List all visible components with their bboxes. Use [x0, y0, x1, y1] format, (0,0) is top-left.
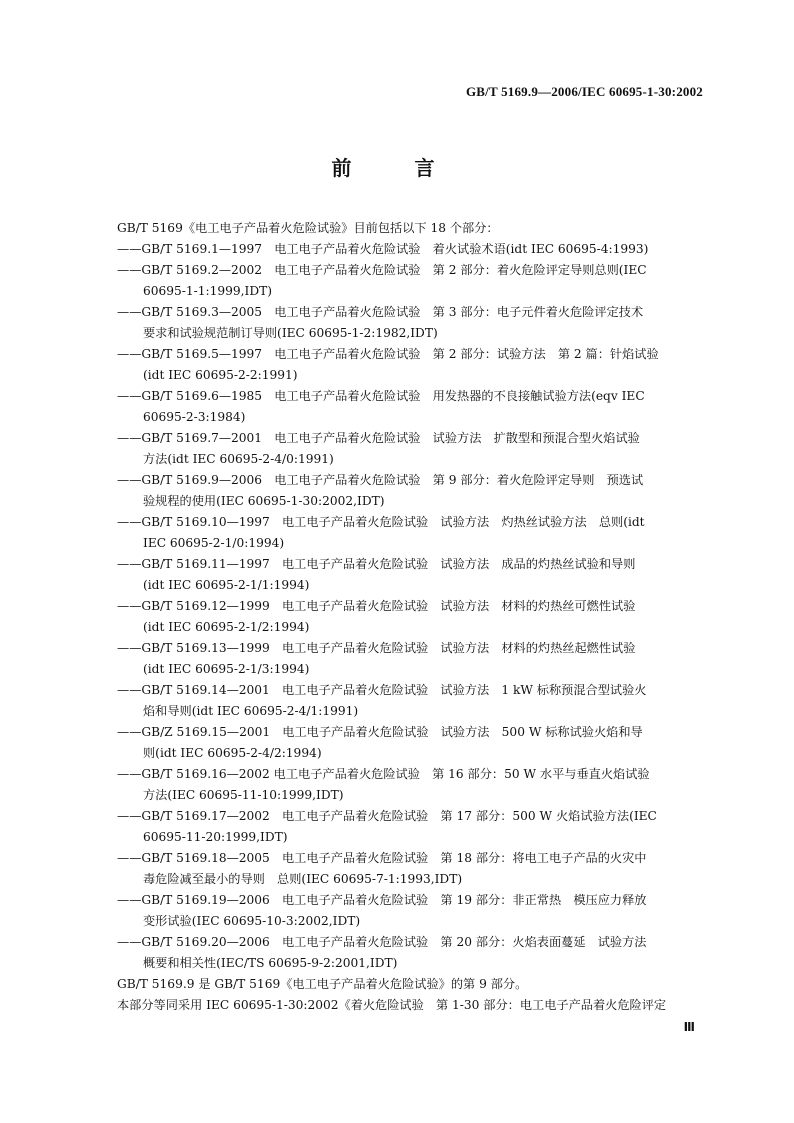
list-item-continuation: [117, 449, 702, 470]
line-text: 要求和试验规范制订导则(IEC 60695-1-2:1982,IDT): [143, 326, 438, 340]
list-item-continuation: [117, 491, 702, 512]
list-item-line: [117, 260, 702, 281]
paragraph-line: [117, 995, 702, 1016]
list-item-line: [117, 512, 702, 533]
line-text: ——GB/T 5169.3—2005 电工电子产品着火危险试验 第 3 部分：电子元件着火危险评定技术: [117, 305, 644, 319]
list-item-continuation: [117, 869, 702, 890]
list-item-continuation: [117, 323, 702, 344]
paragraph-line: [117, 974, 702, 995]
list-item-line: [117, 239, 702, 260]
line-text: (idt IEC 60695-2-1/2:1994): [143, 620, 310, 634]
list-item-continuation: [117, 911, 702, 932]
list-item-continuation: [117, 953, 702, 974]
list-item-line: [117, 428, 702, 449]
list-item-continuation: [117, 407, 702, 428]
list-item-continuation: [117, 575, 702, 596]
line-text: ——GB/T 5169.19—2006 电工电子产品着火危险试验 第 19 部分：非正常热 模压应力释放: [117, 893, 647, 907]
list-item-line: [117, 890, 702, 911]
line-text: ——GB/T 5169.6—1985 电工电子产品着火危险试验 用发热器的不良接触试验方法(eqv IEC: [117, 389, 645, 403]
standard-header: GB/T 5169.9—2006/IEC 60695-1-30:2002: [466, 84, 703, 99]
line-text: ——GB/T 5169.20—2006 电工电子产品着火危险试验 第 20 部分：火焰表面蔓延 试验方法: [117, 935, 647, 949]
line-text: (idt IEC 60695-2-1/3:1994): [143, 662, 310, 676]
list-item-line: [117, 596, 702, 617]
line-text: ——GB/T 5169.7—2001 电工电子产品着火危险试验 试验方法 扩散型和预混合型火焰试验: [117, 431, 640, 445]
list-item-continuation: [117, 533, 702, 554]
list-item-continuation: [117, 743, 702, 764]
line-text: 方法(idt IEC 60695-2-4/0:1991): [143, 452, 334, 466]
line-text: (idt IEC 60695-2-2:1991): [143, 368, 298, 382]
line-text: ——GB/T 5169.1—1997 电工电子产品着火危险试验 着火试验术语(idt IEC 60695-4:1993): [117, 242, 649, 256]
list-item-continuation: [117, 827, 702, 848]
page-title: 前 言: [331, 156, 463, 180]
list-item-line: [117, 722, 702, 743]
paragraph-line: [117, 218, 702, 239]
page-number: Ⅲ: [683, 1020, 695, 1034]
line-text: ——GB/T 5169.12—1999 电工电子产品着火危险试验 试验方法 材料的灼热丝可燃性试验: [117, 599, 636, 613]
line-text: ——GB/T 5169.11—1997 电工电子产品着火危险试验 试验方法 成品的灼热丝试验和导则: [117, 557, 636, 571]
line-text: ——GB/T 5169.17—2002 电工电子产品着火危险试验 第 17 部分：500 W 火焰试验方法(IEC: [117, 809, 657, 823]
line-text: 变形试验(IEC 60695-10-3:2002,IDT): [143, 914, 361, 928]
list-item-line: [117, 680, 702, 701]
line-text: ——GB/T 5169.14—2001 电工电子产品着火危险试验 试验方法 1 kW 标称预混合型试验火: [117, 683, 647, 697]
line-text: ——GB/T 5169.5—1997 电工电子产品着火危险试验 第 2 部分：试验方法 第 2 篇：针焰试验: [117, 347, 659, 361]
line-text: IEC 60695-2-1/0:1994): [143, 536, 285, 550]
list-item-line: [117, 554, 702, 575]
line-text: GB/T 5169.9 是 GB/T 5169《电工电子产品着火危险试验》的第 9 部分。: [117, 977, 528, 991]
list-item-continuation: [117, 281, 702, 302]
list-item-line: [117, 344, 702, 365]
line-text: ——GB/T 5169.2—2002 电工电子产品着火危险试验 第 2 部分：着火危险评定导则总则(IEC: [117, 263, 647, 277]
list-item-continuation: [117, 785, 702, 806]
list-item-continuation: [117, 659, 702, 680]
line-text: ——GB/T 5169.9—2006 电工电子产品着火危险试验 第 9 部分：着火危险评定导则 预选试: [117, 473, 644, 487]
line-text: 则(idt IEC 60695-2-4/2:1994): [143, 746, 322, 760]
list-item-continuation: [117, 365, 702, 386]
list-item-line: [117, 638, 702, 659]
line-text: 60695-11-20:1999,IDT): [143, 830, 288, 844]
line-text: 毒危险减至最小的导则 总则(IEC 60695-7-1:1993,IDT): [143, 872, 463, 886]
line-text: GB/T 5169《电工电子产品着火危险试验》目前包括以下 18 个部分：: [117, 221, 499, 235]
line-text: ——GB/Z 5169.15—2001 电工电子产品着火危险试验 试验方法 500 W 标称试验火焰和导: [117, 725, 643, 739]
list-item-line: [117, 806, 702, 827]
list-item-line: [117, 932, 702, 953]
list-item-line: [117, 386, 702, 407]
line-text: 60695-1-1:1999,IDT): [143, 284, 272, 298]
list-item-continuation: [117, 701, 702, 722]
list-item-continuation: [117, 617, 702, 638]
foreword-body: [117, 218, 702, 1016]
list-item-line: [117, 764, 702, 785]
line-text: (idt IEC 60695-2-1/1:1994): [143, 578, 310, 592]
line-text: 60695-2-3:1984): [143, 410, 246, 424]
line-text: 验规程的使用(IEC 60695-1-30:2002,IDT): [143, 494, 385, 508]
line-text: ——GB/T 5169.13—1999 电工电子产品着火危险试验 试验方法 材料的灼热丝起燃性试验: [117, 641, 636, 655]
line-text: 本部分等同采用 IEC 60695-1-30:2002《着火危险试验 第 1-30 部分：电工电子产品着火危险评定: [117, 998, 667, 1012]
line-text: ——GB/T 5169.16—2002 电工电子产品着火危险试验 第 16 部分：50 W 水平与垂直火焰试验: [117, 767, 650, 781]
line-text: 焰和导则(idt IEC 60695-2-4/1:1991): [143, 704, 359, 718]
list-item-line: [117, 848, 702, 869]
line-text: 概要和相关性(IEC/TS 60695-9-2:2001,IDT): [143, 956, 398, 970]
line-text: ——GB/T 5169.10—1997 电工电子产品着火危险试验 试验方法 灼热丝试验方法 总则(idt: [117, 515, 645, 529]
list-item-line: [117, 470, 702, 491]
list-item-line: [117, 302, 702, 323]
line-text: 方法(IEC 60695-11-10:1999,IDT): [143, 788, 344, 802]
line-text: ——GB/T 5169.18—2005 电工电子产品着火危险试验 第 18 部分：将电工电子产品的火灾中: [117, 851, 647, 865]
